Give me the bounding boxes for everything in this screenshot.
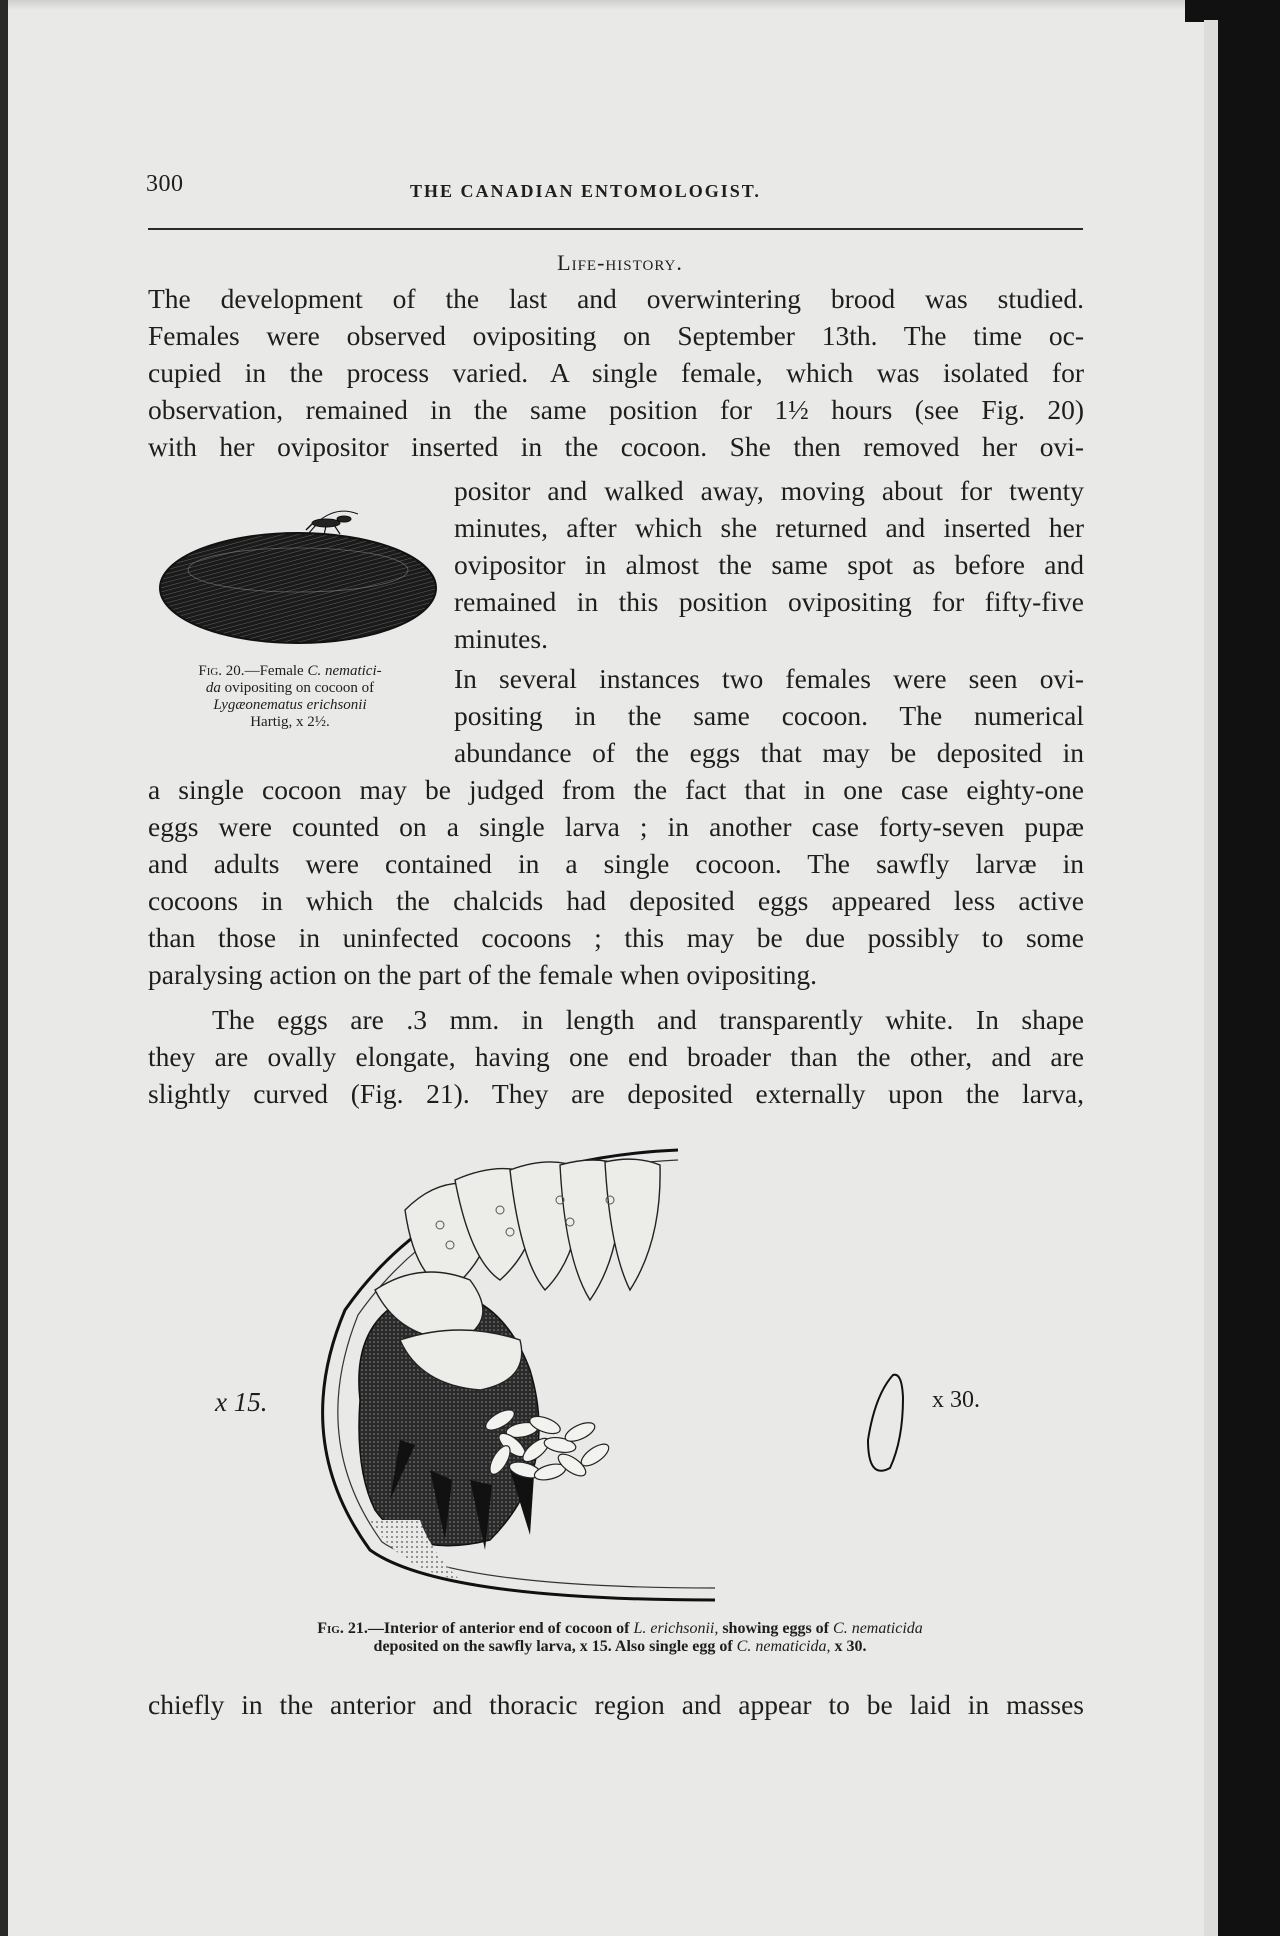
caption-text: —Interior of anterior end of cocoon of bbox=[367, 1620, 634, 1637]
text-line: ovipositor in almost the same spot as before and bbox=[454, 549, 1084, 580]
figure-21-caption bbox=[180, 1620, 1060, 1656]
text-line: cocoons in which the chalcids had deposited eggs appeared less active bbox=[148, 885, 1084, 916]
species-name: da bbox=[205, 680, 221, 696]
text-line: positing in the same cocoon. The numerical bbox=[454, 700, 1084, 731]
text-line: and adults were contained in a single cocoon. The sawfly larvæ in bbox=[148, 848, 1084, 879]
single-egg bbox=[868, 1375, 903, 1471]
text-line: than those in uninfected cocoons ; this may be due possibly to some bbox=[148, 922, 1084, 953]
text-line: eggs were counted on a single larva ; in another case forty-seven pupæ bbox=[148, 811, 1084, 842]
figure-label: Fig. 21. bbox=[317, 1620, 368, 1637]
species-name: L. erichsonii, bbox=[633, 1620, 719, 1637]
text-line: abundance of the eggs that may be deposited in bbox=[454, 737, 1084, 768]
text-line: minutes. bbox=[454, 623, 548, 654]
figure-20-caption bbox=[140, 663, 440, 731]
text-line: positor and walked away, moving about for twenty bbox=[454, 475, 1084, 506]
text-line: a single cocoon may be judged from the fact that in one case eighty-one bbox=[148, 774, 1084, 805]
text-line: chiefly in the anterior and thoracic region and appear to be laid in masses bbox=[148, 1689, 1084, 1720]
magnification-label: x 15. bbox=[215, 1387, 268, 1417]
page-gutter bbox=[1204, 20, 1218, 1936]
caption-text: —Female bbox=[244, 663, 308, 679]
caption-text: x 30. bbox=[830, 1638, 867, 1655]
section-heading: Life-history. bbox=[557, 250, 683, 275]
header-rule bbox=[148, 228, 1083, 230]
caption-text: showing eggs of bbox=[718, 1620, 834, 1637]
text-line: with her ovipositor inserted in the cocoon. She then removed her ovi- bbox=[148, 431, 1084, 462]
text-line: they are ovally elongate, having one end broader than the other, and are bbox=[148, 1041, 1084, 1072]
scan-top-edge bbox=[0, 0, 1280, 10]
page-number: 300 bbox=[146, 171, 184, 197]
text-line: Females were observed ovipositing on September 13th. The time oc- bbox=[148, 320, 1084, 351]
text-line: cupied in the process varied. A single female, which was isolated for bbox=[148, 357, 1084, 388]
species-name: C. nematicida, bbox=[736, 1638, 831, 1655]
text-line: minutes, after which she returned and inserted her bbox=[454, 512, 1084, 543]
scan-top-right-shadow bbox=[1185, 0, 1280, 22]
species-name: C. nematici- bbox=[307, 663, 382, 679]
caption-text: Hartig, x 2½. bbox=[250, 714, 330, 730]
text-line: slightly curved (Fig. 21). They are deposited externally upon the larva, bbox=[148, 1078, 1084, 1109]
cocoon-interior-figure bbox=[200, 1140, 1100, 1610]
scan-right-edge bbox=[1218, 20, 1280, 1936]
text-line: paralysing action on the part of the female when ovipositing. bbox=[148, 959, 817, 990]
magnification-label: x 30. bbox=[932, 1387, 980, 1413]
species-name: Lygæonematus erichsonii bbox=[213, 697, 367, 713]
figure-label: Fig. 20. bbox=[198, 663, 245, 679]
species-name: C. nematicida bbox=[833, 1620, 923, 1637]
running-title: THE CANADIAN ENTOMOLOGIST. bbox=[410, 181, 761, 201]
caption-text: deposited on the sawfly larva, x 15. Also single egg of bbox=[373, 1638, 737, 1655]
cocoon-figure bbox=[148, 500, 438, 650]
scan-left-edge bbox=[0, 0, 8, 1936]
caption-text: ovipositing on cocoon of bbox=[220, 680, 375, 696]
text-line: The eggs are .3 mm. in length and transparently white. In shape bbox=[212, 1004, 1084, 1035]
text-line: The development of the last and overwintering brood was studied. bbox=[148, 283, 1084, 314]
wasp-icon bbox=[306, 511, 358, 535]
text-line: In several instances two females were seen ovi- bbox=[454, 663, 1084, 694]
text-line: remained in this position ovipositing for fifty-five bbox=[454, 586, 1084, 617]
text-line: observation, remained in the same position for 1½ hours (see Fig. 20) bbox=[148, 394, 1084, 425]
